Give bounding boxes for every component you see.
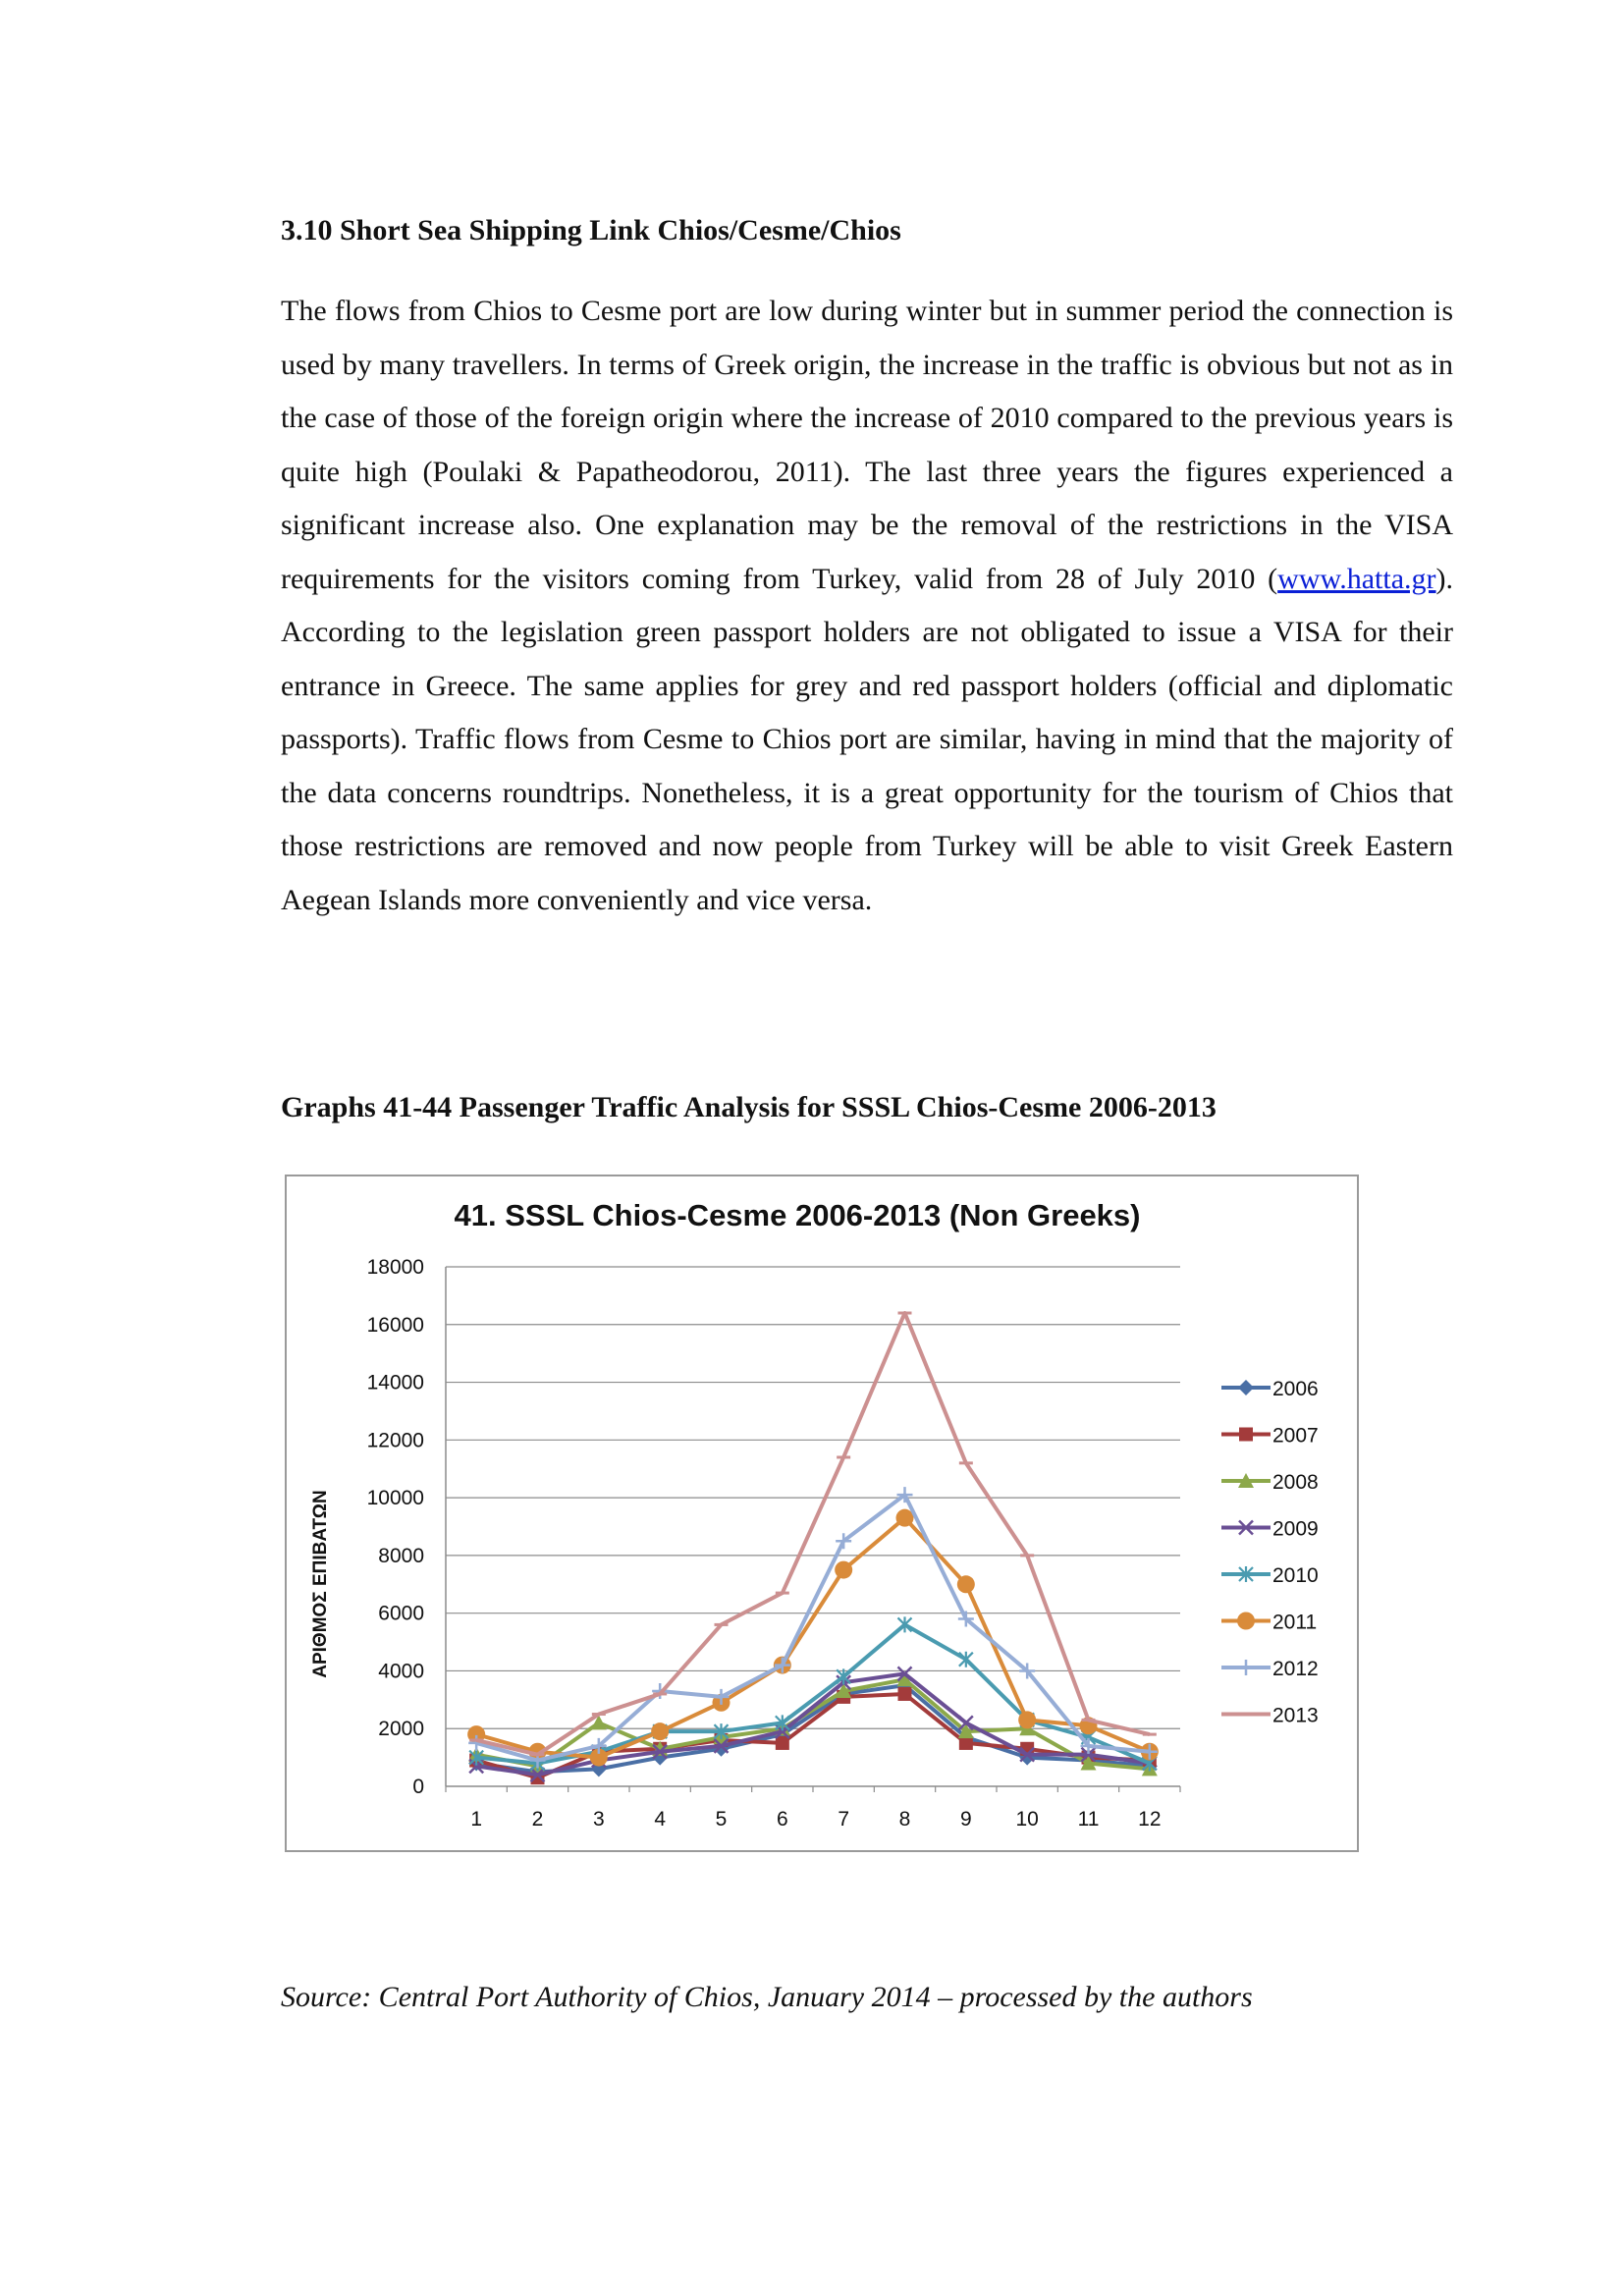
y-tick-label: 2000: [378, 1718, 424, 1741]
x-tick-label: 3: [592, 1808, 605, 1831]
legend-label: 2008: [1272, 1471, 1319, 1494]
legend-marker: [1237, 1613, 1255, 1630]
data-point-2007: [898, 1687, 912, 1701]
data-point-2011: [1018, 1711, 1036, 1728]
chart-title: 41. SSSL Chios-Cesme 2006-2013 (Non Greeks): [454, 1198, 1141, 1232]
x-tick-label: 11: [1077, 1808, 1100, 1831]
y-tick-label: 12000: [366, 1429, 424, 1452]
legend-label: 2010: [1272, 1564, 1319, 1587]
legend-item-2007: [1221, 1425, 1319, 1448]
hatta-link[interactable]: www.hatta.gr: [1277, 562, 1436, 595]
data-point-2011: [957, 1575, 975, 1593]
x-tick-label: 9: [959, 1808, 972, 1831]
legend-label: 2007: [1272, 1424, 1319, 1448]
x-tick-label: 10: [1015, 1808, 1039, 1831]
legend-item-2013: [1221, 1705, 1319, 1727]
legend-label: 2006: [1272, 1378, 1319, 1400]
data-point-2011: [651, 1722, 669, 1740]
legend-item-2010: [1221, 1564, 1319, 1587]
legend-label: 2011: [1272, 1611, 1318, 1634]
legend-item-2011: [1221, 1612, 1317, 1634]
data-point-2011: [835, 1561, 852, 1579]
y-tick-label: 18000: [366, 1256, 424, 1279]
paragraph-text-end: ). According to the legislation green passport holders are not obligated to issue a VISA for their entrance in Greece. The same applies for grey and red passport holders (official and diplomatic passports). Traffic flows from Cesme to Chios port are similar, having in mind that the majority of the data concerns roundtrips. Nonetheless, it is a great opportunity for the tourism of Chios that those restrictions are removed and now people from Turkey will be able to visit Greek Eastern Aegean Islands more conveniently and vice versa.: [281, 562, 1453, 916]
x-tick-label: 1: [470, 1808, 483, 1831]
legend-marker: [1239, 1428, 1253, 1442]
legend-label: 2012: [1272, 1658, 1319, 1680]
y-tick-label: 14000: [366, 1371, 424, 1394]
chart-frame: [285, 1175, 1359, 1852]
data-point-2010: [959, 1652, 973, 1667]
legend-item-2012: [1221, 1658, 1319, 1680]
graphs-caption: Graphs 41-44 Passenger Traffic Analysis for SSSL Chios-Cesme 2006-2013: [281, 1091, 1217, 1123]
y-tick-label: 4000: [378, 1660, 424, 1683]
legend-item-2009: [1221, 1518, 1319, 1541]
source-note: Source: Central Port Authority of Chios, January 2014 – processed by the authors: [281, 1981, 1253, 2013]
y-axis-label: ΑΡΙΘΜΟΣ ΕΠΙΒΑΤΩΝ: [310, 1490, 331, 1678]
section-heading: 3.10 Short Sea Shipping Link Chios/Cesme/Chios: [281, 214, 901, 246]
y-tick-label: 10000: [366, 1487, 424, 1510]
y-tick-label: 16000: [366, 1313, 424, 1337]
y-tick-label: 0: [412, 1776, 424, 1798]
y-tick-label: 8000: [378, 1544, 424, 1567]
legend-label: 2013: [1272, 1704, 1319, 1727]
x-tick-label: 12: [1138, 1808, 1162, 1831]
legend: [1221, 1378, 1319, 1727]
data-point-2007: [776, 1736, 789, 1750]
x-tick-label: 4: [654, 1808, 667, 1831]
series-2013: [469, 1313, 1157, 1755]
series-layer: [467, 1313, 1159, 1784]
grid-layer: [446, 1267, 1180, 1728]
x-tick-label: 8: [898, 1808, 911, 1831]
legend-label: 2009: [1272, 1517, 1319, 1541]
paragraph-text-start: The flows from Chios to Cesme port are low during winter but in summer period the connection is used by many travellers. In terms of Greek origin, the increase in the traffic is obvious but not as in the case of those of the foreign origin where the increase of 2010 compared to the previous years is quite high (Poulaki & Papatheodorou, 2011). The last three years the figures experienced a significant increase also. One explanation may be the removal of the restrictions in the VISA requirements for the visitors coming from Turkey, valid from 28 of July 2010 (: [281, 295, 1453, 595]
line-chart: [287, 1176, 1357, 1850]
x-tick-label: 5: [715, 1808, 728, 1831]
body-paragraph: [281, 285, 1453, 927]
x-tick-label: 2: [531, 1808, 544, 1831]
series-line-2013: [476, 1313, 1150, 1755]
legend-item-2008: [1221, 1471, 1319, 1494]
legend-marker: [1238, 1380, 1254, 1395]
x-tick-label: 6: [776, 1808, 788, 1831]
legend-marker: [1238, 1660, 1254, 1675]
data-point-2010: [898, 1616, 912, 1632]
legend-item-2006: [1221, 1378, 1319, 1400]
series-2010: [469, 1616, 1157, 1771]
x-tick-label: 7: [838, 1808, 850, 1831]
y-tick-label: 6000: [378, 1602, 424, 1625]
